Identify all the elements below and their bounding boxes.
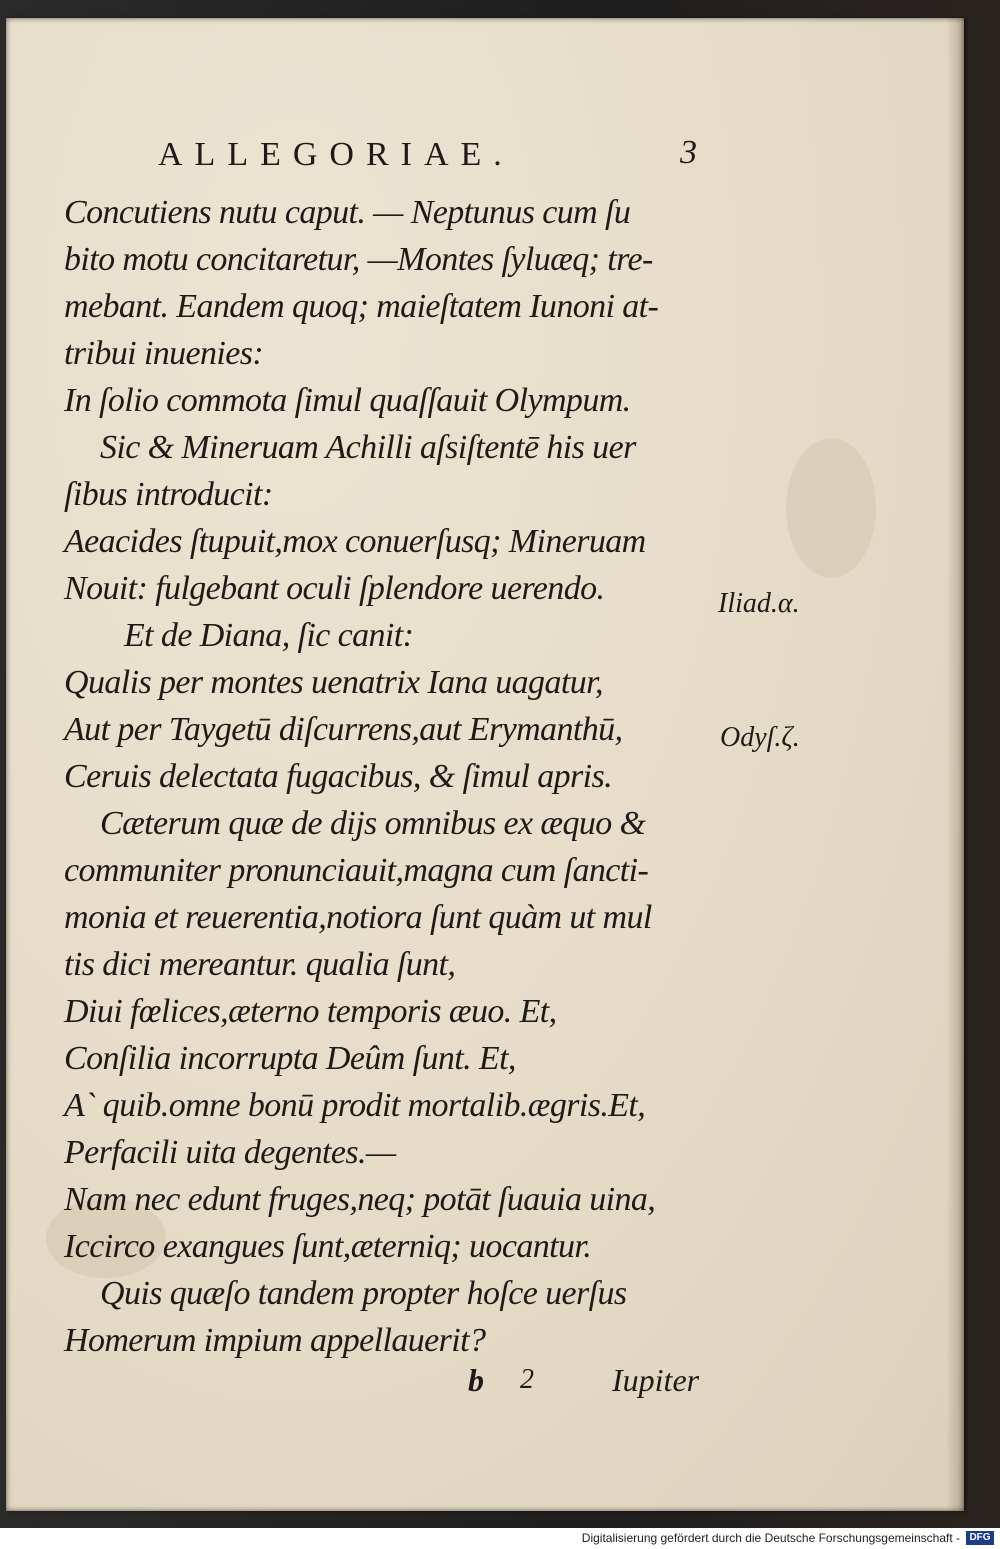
text-line: Quis quæſo tandem propter hoſce uerſus	[100, 1275, 627, 1312]
text-line: Aeacides ſtupuit,mox conuerſusq; Mineruam	[64, 523, 646, 560]
text-line: mebant. Eandem quoq; maieſtatem Iunoni at-	[64, 288, 659, 325]
text-line: A` quib.omne bonū prodit mortalib.ægris.Et,	[64, 1087, 646, 1124]
text-line: Perfacili uita degentes.—	[64, 1134, 396, 1171]
text-line: Concutiens nutu caput. — Neptunus cum ſu	[64, 194, 631, 231]
text-line: ſibus introducit:	[64, 476, 273, 513]
text-line: Et de Diana, ſic canit:	[124, 617, 414, 654]
text-line: Iccirco exangues ſunt,æterniq; uocantur.	[64, 1228, 592, 1265]
page-edge-shadow	[946, 18, 964, 1511]
text-line: Homerum impium appellauerit?	[64, 1322, 486, 1359]
running-head: ALLEGORIAE.	[158, 136, 514, 173]
footer-bar	[0, 1528, 1000, 1549]
paper-stain	[786, 438, 876, 578]
folio-number: 3	[680, 134, 697, 171]
text-line: In ſolio commota ſimul quaſſauit Olympum.	[64, 382, 631, 419]
text-line: Nam nec edunt fruges,neq; potāt ſuauia uina,	[64, 1181, 656, 1218]
text-line: communiter pronunciauit,magna cum ſancti-	[64, 852, 649, 889]
signature-mark: b	[468, 1362, 484, 1398]
text-line: Qualis per montes uenatrix Iana uagatur,	[64, 664, 603, 701]
catchword: Iupiter	[612, 1362, 700, 1398]
signature-number: 2	[520, 1364, 534, 1395]
text-line: Cæterum quæ de dijs omnibus ex æquo &	[100, 805, 646, 842]
digitization-credit: Digitalisierung gefördert durch die Deutsche Forschungsgemeinschaft -	[581, 1531, 960, 1545]
text-line: monia et reuerentia,notiora ſunt quàm ut mul	[64, 899, 652, 936]
marginal-note-odyssey: Odyſ.ζ.	[720, 722, 800, 753]
text-line: Ceruis delectata fugacibus, & ſimul apris.	[64, 758, 613, 795]
text-line: Nouit: fulgebant oculi ſplendore uerendo.	[64, 570, 605, 607]
text-line: bito motu concitaretur, —Montes ſyluæq; tre-	[64, 241, 653, 278]
marginal-note-iliad: Iliad.α.	[718, 588, 800, 619]
text-line: Sic & Mineruam Achilli aſsiſtentē his uer	[100, 429, 636, 466]
dfg-logo: DFG	[966, 1531, 994, 1545]
text-line: Aut per Taygetū diſcurrens,aut Erymanthū,	[64, 711, 623, 748]
text-line: Conſilia incorrupta Deûm ſunt. Et,	[64, 1040, 516, 1077]
text-line: Diui fœlices,æterno temporis æuo. Et,	[64, 993, 557, 1030]
text-line: tribui inuenies:	[64, 335, 264, 372]
text-line: tis dici mereantur. qualia ſunt,	[64, 946, 456, 983]
